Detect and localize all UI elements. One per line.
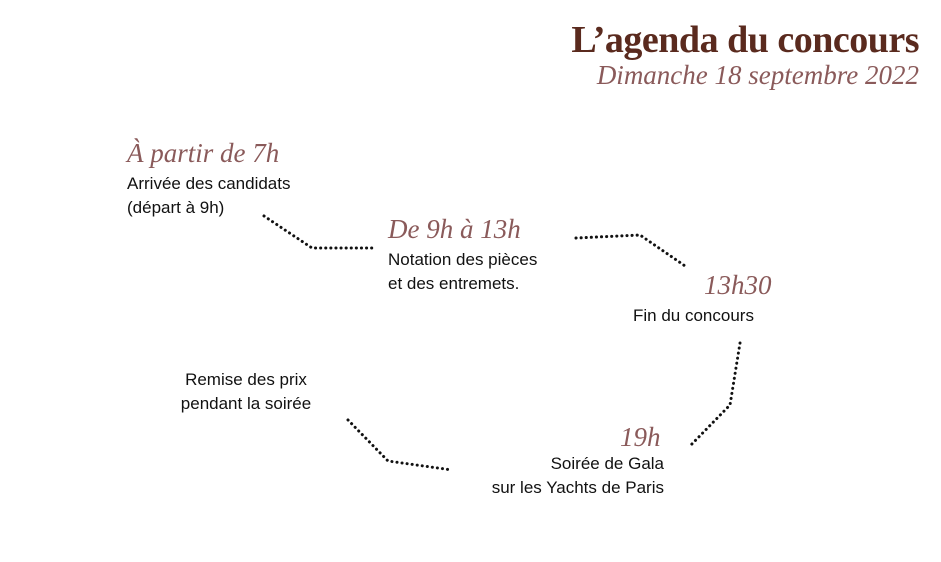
event-notation-description xyxy=(388,248,537,296)
event-awards-description xyxy=(162,368,330,416)
agenda-date: Dimanche 18 septembre 2022 xyxy=(596,60,919,90)
agenda-title: L’agenda du concours xyxy=(571,19,919,61)
event-arrival-line-1: Arrivée des candidats xyxy=(127,174,291,193)
event-notation-time: De 9h à 13h xyxy=(388,214,521,244)
event-gala-time: 19h xyxy=(620,422,661,452)
connector-arrival-to-notation xyxy=(264,216,372,248)
connector-awards-to-gala xyxy=(348,420,452,470)
event-end-line-1: Fin du concours xyxy=(633,306,754,325)
event-notation-line-1: Notation des pièces xyxy=(388,250,538,269)
event-end-time: 13h30 xyxy=(704,270,772,300)
event-arrival-time: À partir de 7h xyxy=(127,138,280,168)
event-gala-line-1: Soirée de Gala xyxy=(550,454,664,473)
connector-notation-to-end xyxy=(576,235,688,268)
event-gala-description xyxy=(492,452,664,500)
event-arrival-description xyxy=(127,172,290,220)
event-awards-line-2: pendant la soirée xyxy=(180,394,312,413)
event-end-description xyxy=(633,304,754,328)
event-gala-line-2: sur les Yachts de Paris xyxy=(491,478,664,497)
event-arrival-line-2: (départ à 9h) xyxy=(127,198,225,217)
event-notation-line-2: et des entremets. xyxy=(388,274,520,293)
event-awards-line-1: Remise des prix xyxy=(185,370,307,389)
connector-end-to-gala xyxy=(690,343,740,446)
